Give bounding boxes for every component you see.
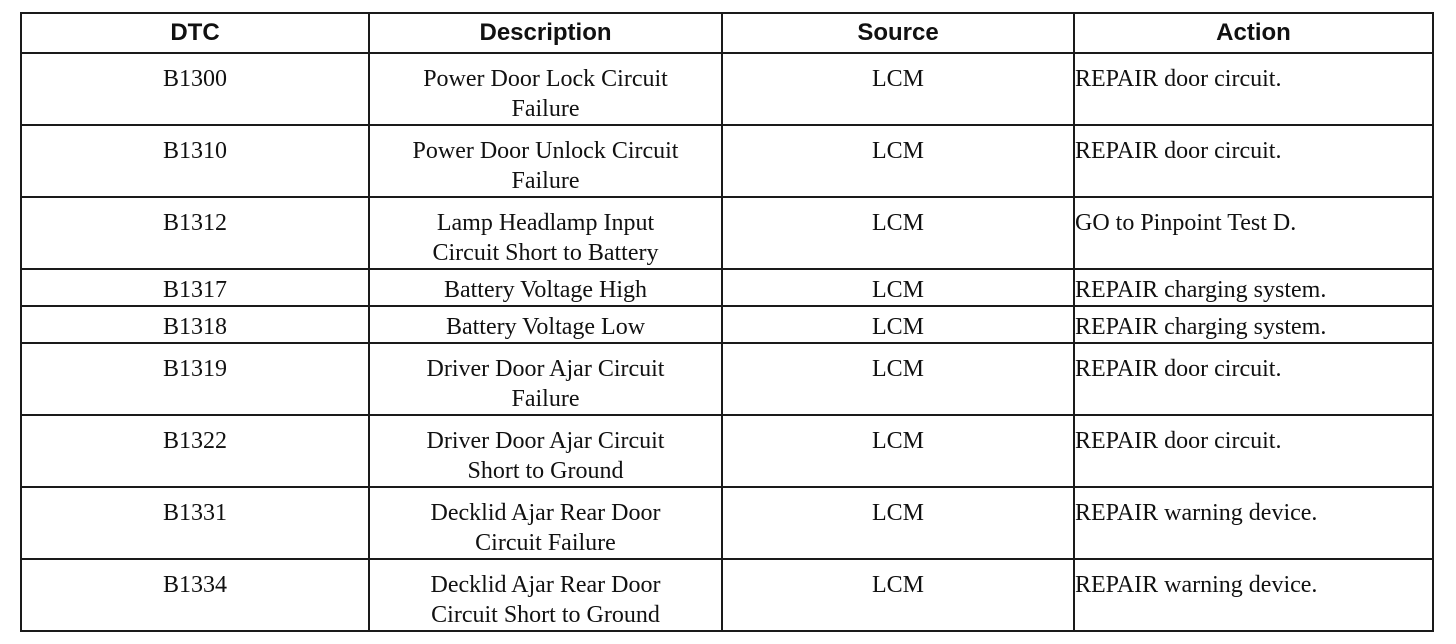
source: LCM [722,53,1074,125]
description-line: Power Door Lock Circuit [423,66,668,92]
action: REPAIR door circuit. [1074,343,1433,415]
description-line: Driver Door Ajar Circuit [426,356,665,382]
table-row [21,269,1433,306]
dtc-code: B1312 [21,197,369,269]
source: LCM [722,415,1074,487]
description-line: Lamp Headlamp Input [436,210,655,236]
description-line: Short to Ground [467,458,624,484]
description [369,53,722,125]
header-source: Source [722,13,1074,53]
dtc-code: B1318 [21,306,369,343]
description-line: Decklid Ajar Rear Door [430,572,661,598]
source: LCM [722,125,1074,197]
header-row [21,13,1433,53]
table-row [21,125,1433,197]
table-row [21,306,1433,343]
dtc-code: B1310 [21,125,369,197]
source: LCM [722,487,1074,559]
description [369,415,722,487]
action: GO to Pinpoint Test D. [1074,197,1433,269]
dtc-code: B1334 [21,559,369,631]
header-action: Action [1074,13,1433,53]
action: REPAIR charging system. [1074,269,1433,306]
table-row [21,487,1433,559]
description [369,125,722,197]
description-line: Circuit Short to Battery [432,240,659,266]
source: LCM [722,343,1074,415]
description [369,343,722,415]
dtc-code: B1317 [21,269,369,306]
header-dtc: DTC [21,13,369,53]
description-line: Failure [511,96,580,122]
description [369,197,722,269]
description [369,487,722,559]
source: LCM [722,269,1074,306]
description [369,269,722,306]
description [369,559,722,631]
description-line: Circuit Failure [475,530,616,556]
dtc-code: B1322 [21,415,369,487]
source: LCM [722,197,1074,269]
table-row [21,415,1433,487]
dtc-code: B1319 [21,343,369,415]
action: REPAIR warning device. [1074,559,1433,631]
action: REPAIR warning device. [1074,487,1433,559]
description-line: Power Door Unlock Circuit [412,138,679,164]
description-line: Driver Door Ajar Circuit [426,428,665,454]
description-line: Decklid Ajar Rear Door [430,500,661,526]
table-body [21,53,1433,631]
action: REPAIR door circuit. [1074,53,1433,125]
dtc-table [20,12,1434,632]
table-row [21,197,1433,269]
description-line: Circuit Short to Ground [431,602,660,628]
table-row [21,343,1433,415]
description-line: Battery Voltage Low [445,314,646,340]
action: REPAIR charging system. [1074,306,1433,343]
description [369,306,722,343]
action: REPAIR door circuit. [1074,415,1433,487]
description-line: Battery Voltage High [443,277,648,303]
action: REPAIR door circuit. [1074,125,1433,197]
dtc-code: B1331 [21,487,369,559]
source: LCM [722,306,1074,343]
table-row [21,53,1433,125]
source: LCM [722,559,1074,631]
description-line: Failure [511,168,580,194]
dtc-code: B1300 [21,53,369,125]
header-description: Description [369,13,722,53]
table-header [21,13,1433,53]
table-row [21,559,1433,631]
description-line: Failure [511,386,580,412]
